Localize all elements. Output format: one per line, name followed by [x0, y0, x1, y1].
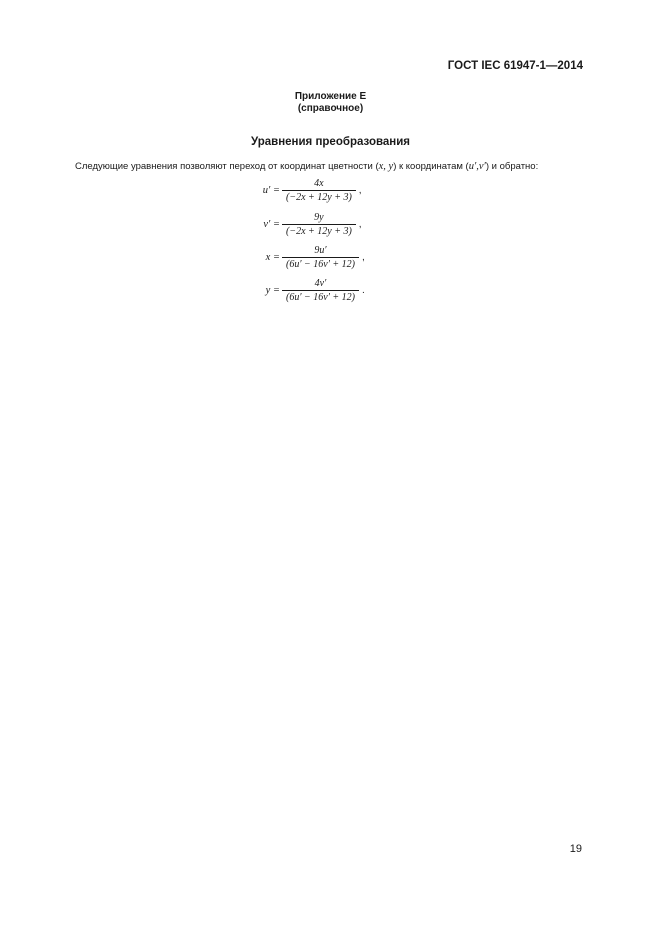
equation-numerator: 9u′ [314, 245, 327, 256]
annex-title: Приложение Е [294, 91, 367, 102]
equation-u-prime [256, 178, 362, 203]
annex-subtitle: (справочное) [297, 103, 364, 114]
equation-numerator: 4x [314, 178, 324, 189]
equation-punctuation: , [361, 252, 365, 263]
equation-lhs: v′ = [263, 219, 280, 230]
equation-y [256, 278, 365, 303]
equation-punctuation: , [358, 219, 362, 230]
equation-punctuation: , [358, 185, 362, 196]
equation-x [256, 245, 365, 270]
section-title: Уравнения преобразования [250, 136, 411, 148]
document-standard-header: ГОСТ IEC 61947-1—2014 [447, 60, 583, 72]
equation-numerator: 9y [314, 212, 324, 223]
equation-numerator: 4v′ [314, 278, 327, 289]
page-number: 19 [569, 843, 582, 855]
equation-denominator: (−2x + 12y + 3) [282, 224, 356, 237]
intro-text-before: Следующие уравнения позволяют переход от координат цветности ( [75, 161, 379, 172]
equation-lhs: y = [265, 285, 280, 296]
equation-lhs: x = [265, 252, 280, 263]
equation-fraction [282, 245, 359, 270]
equation-denominator: (6u′ − 16v′ + 12) [282, 257, 359, 270]
equation-denominator: (−2x + 12y + 3) [282, 190, 356, 203]
intro-coords-uv: u′,v′ [468, 161, 486, 172]
equation-fraction [282, 278, 359, 303]
intro-text-middle: ) к координатам ( [393, 161, 469, 172]
equation-denominator: (6u′ − 16v′ + 12) [282, 290, 359, 303]
intro-text-after: ) и обратно: [485, 161, 539, 172]
intro-paragraph [75, 161, 538, 172]
equation-fraction [282, 178, 356, 203]
equation-punctuation: . [361, 285, 365, 296]
equation-fraction [282, 212, 356, 237]
annex-heading [0, 91, 661, 115]
equation-lhs: u′ = [262, 185, 280, 196]
intro-coords-xy: x, y [378, 161, 394, 172]
equation-v-prime [256, 212, 362, 237]
